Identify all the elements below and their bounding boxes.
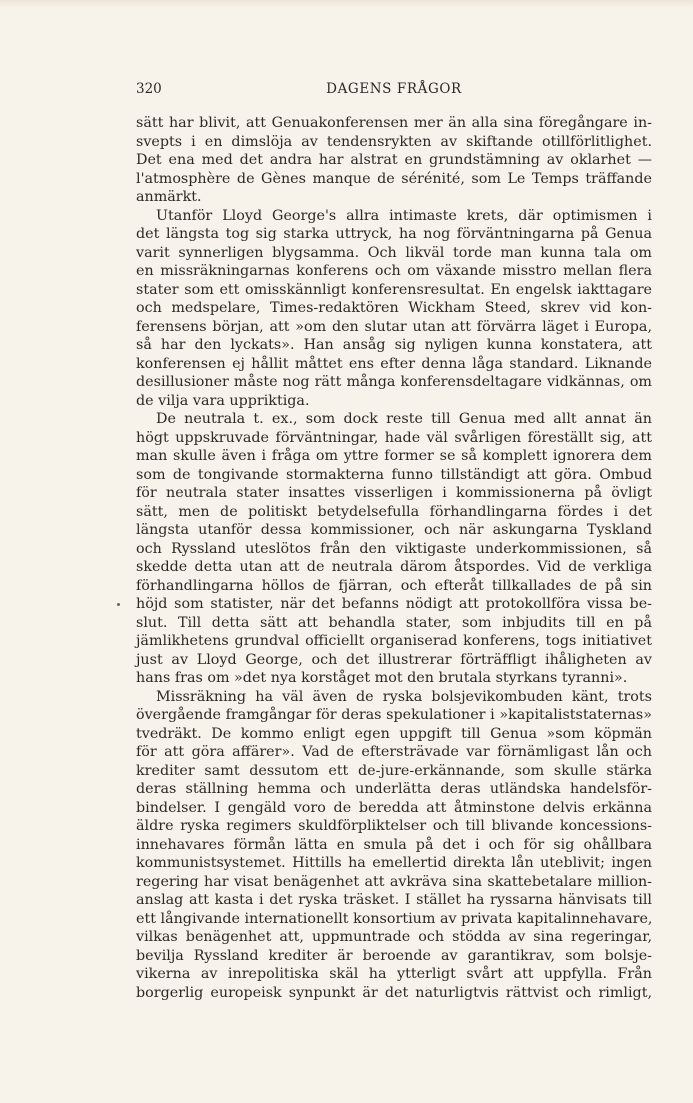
text-line: borgerlig europeisk synpunkt är det naturligtvis rättvist och rimligt, bbox=[136, 984, 652, 1001]
text-line: vikerna av inrepolitiska skäl ha ytterligt svårt att uppfylla. Från bbox=[136, 966, 652, 982]
page-header bbox=[136, 79, 652, 99]
text-line: bevilja Ryssland krediter är beroende av garantikrav, som bolsje- bbox=[136, 947, 652, 964]
text-line: och medspelare, Times-redaktören Wickham Steed, skrev vid kon- bbox=[136, 300, 652, 316]
text-line: förhandlingarna höllos de fjärran, och efteråt tillkallades de på sin bbox=[136, 577, 652, 594]
body-text bbox=[136, 114, 652, 1002]
text-line: regering har visat benägenhet att avkräva sina skattebetalare million- bbox=[136, 873, 652, 890]
text-line: ferensens början, att »om den slutar utan att förvärra läget i Europa, bbox=[136, 318, 652, 335]
page-edge bbox=[0, 0, 693, 8]
text-line: l'atmosphère de Gènes manque de sérénité, som Le Temps träffande bbox=[136, 170, 652, 187]
text-line: Det ena med det andra har alstrat en grundstämning av oklarhet — bbox=[136, 152, 652, 168]
text-line: jämlikhetens grundval officiellt organiserad konferens, togs initiativet bbox=[136, 633, 652, 649]
text-line: för neutrala stater insattes visserligen i kommissionerna på övligt bbox=[136, 485, 652, 501]
text-line: innehavares förmån lätta en smula på det i och för sig ohållbara bbox=[136, 836, 652, 853]
text-line: de vilja vara uppriktiga. bbox=[136, 392, 310, 409]
text-line: svepts i en dimslöja av tendensrykten av skiftande otillförlitlighet. bbox=[136, 133, 652, 150]
running-title: DAGENS FRÅGOR bbox=[326, 81, 462, 97]
text-line: konferensen ej hållit måttet ens efter denna låga standard. Liknande bbox=[136, 355, 652, 372]
text-line: bindelser. I gengäld voro de beredda att åtminstone delvis erkänna bbox=[136, 799, 652, 816]
page-number: 320 bbox=[136, 81, 162, 97]
text-line: deras ställning hemma och underlätta deras utländska handelsför- bbox=[136, 781, 652, 797]
text-line: krediter samt dessutom ett de-jure-erkännande, som skulle stärka bbox=[136, 762, 652, 779]
text-line: Missräkning ha väl även de ryska bolsjevikombuden känt, trots bbox=[156, 688, 652, 705]
margin-mark bbox=[117, 603, 120, 606]
text-line: slut. Till detta sätt att behandla stater, som inbjudits till en på bbox=[136, 614, 652, 631]
text-line: så har den lyckats». Han ansåg sig nyligen kunna konstatera, att bbox=[136, 337, 652, 353]
text-line: varit synnerligen blygsamma. Och likväl torde man kunna tala om bbox=[136, 244, 652, 261]
text-line: tvedräkt. De kommo enligt egen uppgift till Genua »som köpmän bbox=[136, 725, 652, 742]
text-line: äldre ryska regimers skuldförpliktelser och till blivande koncessions- bbox=[136, 818, 652, 834]
text-line: man skulle även i fråga om yttre former se så komplett ignorera dem bbox=[136, 448, 652, 464]
text-line: desillusioner måste nog rätt många konferensdeltagare vidkännas, om bbox=[136, 374, 652, 390]
text-line: anmärkt. bbox=[136, 189, 202, 205]
text-line: kommunistsystemet. Hittills ha emellertid direkta lån uteblivit; ingen bbox=[136, 855, 652, 871]
text-line: skedde detta utan att de neutrala därom åtspordes. Vid de verkliga bbox=[136, 559, 652, 575]
text-line: sätt, men de politiskt betydelsefulla förhandlingarna fördes i det bbox=[136, 503, 652, 520]
text-line: anslag att kasta i det ryska träsket. I stället ha ryssarna hänvisats till bbox=[136, 892, 652, 908]
text-line: hans fras om »det nya korståget mot den brutala styrkans tyranni». bbox=[136, 670, 628, 686]
text-line: övergående framgångar för deras spekulationer i »kapitaliststaternas» bbox=[136, 707, 652, 723]
text-line: som de tongivande stormakterna funno tillständigt att göra. Ombud bbox=[136, 466, 652, 483]
text-line: en missräkningarnas konferens och om växande misstro mellan flera bbox=[136, 263, 652, 279]
text-line: vilkas benägenhet att, uppmuntrade och stödda av sina regeringar, bbox=[136, 929, 652, 945]
text-line: sätt har blivit, att Genuakonferensen mer än alla sina föregångare in- bbox=[136, 115, 652, 131]
text-line: stater som ett omisskännligt konferensresultat. En engelsk iakttagare bbox=[136, 281, 652, 298]
text-line: för att göra affärer». Vad de eftersträvade var förnämligast lån och bbox=[136, 744, 652, 760]
text-line: längsta utanför dessa kommissioner, och när askungarna Tyskland bbox=[136, 522, 652, 538]
text-line: det längsta tog sig starka uttryck, ha nog förväntningarna på Genua bbox=[136, 226, 652, 242]
text-line: Utanför Lloyd George's allra intimaste krets, där optimismen i bbox=[156, 207, 652, 224]
text-line: just av Lloyd George, och det illustrerar förträffligt ihåligheten av bbox=[136, 651, 652, 668]
text-line: och Ryssland uteslötos från den viktigaste underkommissionen, så bbox=[136, 540, 652, 557]
text-line: högt uppskruvade förväntningar, hade väl svårligen föreställt sig, att bbox=[136, 429, 652, 446]
text-line: De neutrala t. ex., som dock reste till Genua med allt annat än bbox=[156, 411, 652, 427]
text-line: ett långivande internationellt konsortium av privata kapitalinnehavare, bbox=[136, 910, 653, 927]
text-line: höjd som statister, när det befanns nödigt att protokollföra vissa be- bbox=[136, 596, 652, 612]
